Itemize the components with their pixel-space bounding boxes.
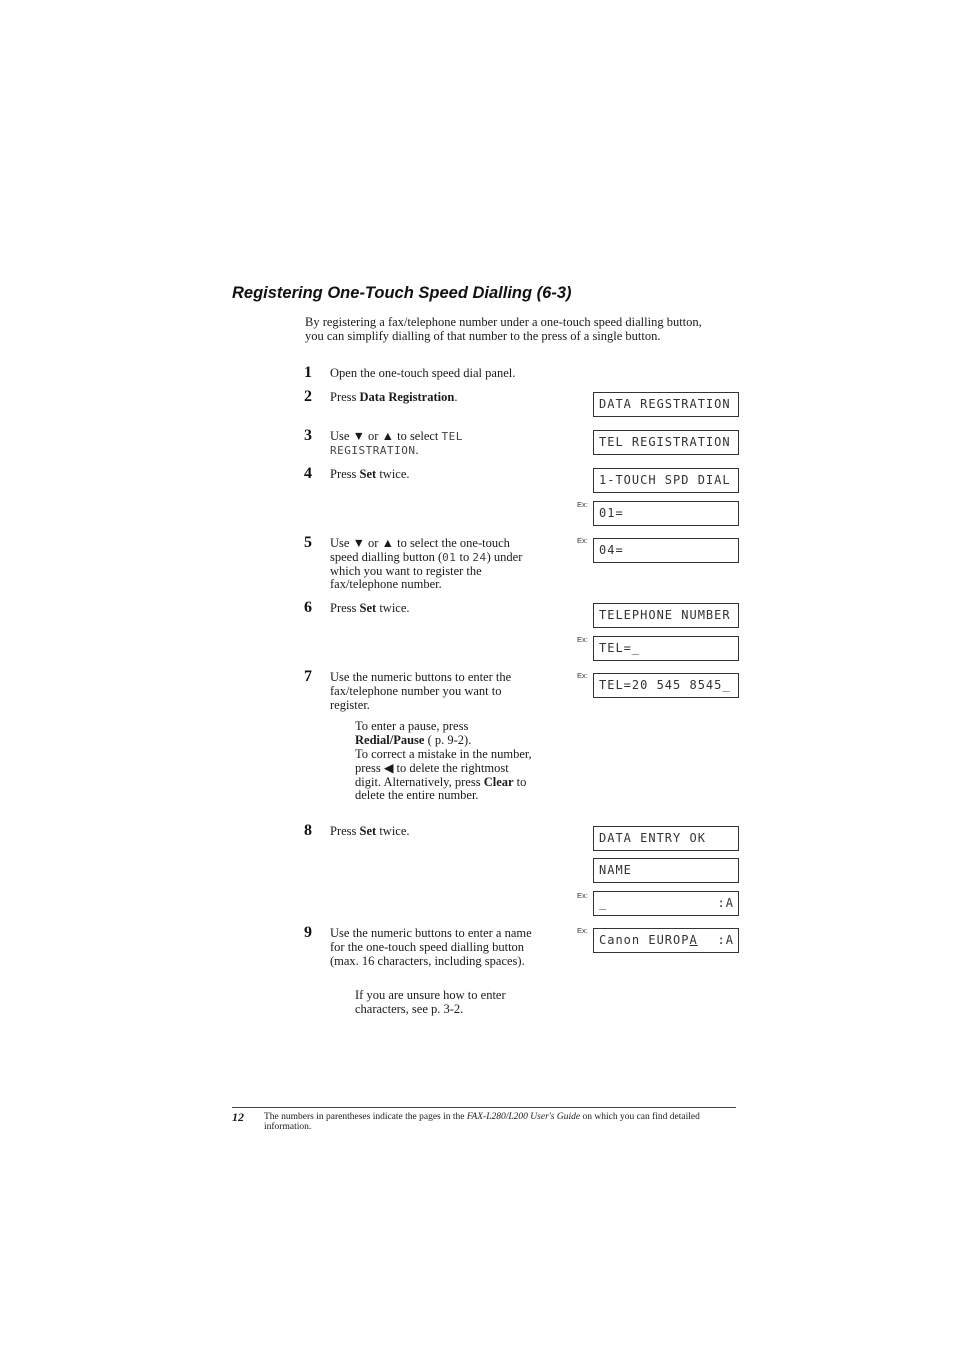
note-text-part: ( p. 9-2). bbox=[424, 732, 472, 747]
lcd-display: 04= bbox=[593, 538, 739, 563]
step-text bbox=[330, 602, 540, 616]
button-name: Data Registration bbox=[359, 390, 455, 404]
example-label: Ex: bbox=[577, 891, 588, 900]
lcd-display bbox=[593, 891, 739, 916]
footnote-part: on which you can find detailed information. bbox=[264, 1112, 700, 1132]
step-text-part: . bbox=[415, 442, 419, 457]
step-text-part: Press bbox=[330, 601, 360, 615]
display-code: TEL REGISTRATION bbox=[330, 430, 463, 457]
lcd-display: DATA ENTRY OK bbox=[593, 826, 739, 851]
lcd-display: 1-TOUCH SPD DIAL bbox=[593, 468, 739, 493]
step-text-part: ) under which you want to register the fax/telephone number. bbox=[330, 549, 523, 592]
footnote bbox=[264, 1112, 738, 1132]
display-code: 24 bbox=[472, 550, 487, 564]
step-text-part: Use ▼ or ▲ to select bbox=[330, 429, 442, 443]
step-note bbox=[355, 720, 535, 748]
lcd-mode-indicator: :A bbox=[717, 896, 734, 910]
step-text-part: . bbox=[454, 390, 458, 404]
page-number: 12 bbox=[232, 1110, 244, 1124]
step-text bbox=[330, 468, 540, 482]
note-text-part: to delete the entire number. bbox=[355, 774, 527, 803]
lcd-cursor-char: A bbox=[689, 933, 698, 947]
step-number: 1 bbox=[304, 364, 312, 381]
lcd-display bbox=[593, 928, 739, 953]
button-name: Redial/Pause bbox=[355, 732, 425, 747]
note-text-part: To correct a mistake in the number, press ◀ to delete the rightmost digit. Alternatively, press bbox=[355, 747, 532, 789]
lcd-text: Canon EUROP bbox=[599, 933, 690, 947]
lcd-display: 01= bbox=[593, 501, 739, 526]
step-text-part: Use ▼ or ▲ to select the one-touch speed dialling button ( bbox=[330, 536, 510, 564]
footer-rule bbox=[232, 1107, 736, 1108]
lcd-display: TEL=20 545 8545_ bbox=[593, 673, 739, 698]
step-text-part: Press bbox=[330, 824, 360, 838]
lcd-mode-indicator: :A bbox=[717, 933, 734, 947]
example-label: Ex: bbox=[577, 500, 588, 509]
step-number: 7 bbox=[304, 668, 312, 685]
step-text-part: twice. bbox=[376, 824, 410, 838]
intro-paragraph: By registering a fax/telephone number under a one-touch speed dialling button, you can simplify dialling of that number to the press of a single button. bbox=[305, 315, 702, 343]
button-name: Clear bbox=[483, 774, 514, 789]
button-name: Set bbox=[359, 601, 377, 615]
example-label: Ex: bbox=[577, 926, 588, 935]
step-number: 4 bbox=[304, 465, 312, 482]
step-text bbox=[330, 430, 540, 458]
lcd-display: TEL=_ bbox=[593, 636, 739, 661]
step-note: If you are unsure how to enter characters, see p. 3-2. bbox=[355, 988, 506, 1016]
lcd-text: _ bbox=[599, 896, 608, 910]
step-text: Open the one-touch speed dial panel. bbox=[330, 366, 516, 380]
step-number: 6 bbox=[304, 599, 312, 616]
step-number: 2 bbox=[304, 388, 312, 405]
footnote-part: The numbers in parentheses indicate the pages in the bbox=[264, 1112, 467, 1122]
step-number: 9 bbox=[304, 924, 312, 941]
lcd-display: DATA REGSTRATION bbox=[593, 392, 739, 417]
step-text-part: twice. bbox=[376, 467, 410, 481]
button-name: Set bbox=[359, 467, 377, 481]
step-number: 8 bbox=[304, 822, 312, 839]
step-text bbox=[330, 537, 540, 592]
guide-title: FAX-L280/L200 User's Guide bbox=[466, 1112, 581, 1122]
lcd-display: TEL REGISTRATION bbox=[593, 430, 739, 455]
lcd-display: NAME bbox=[593, 858, 739, 883]
button-name: Set bbox=[359, 824, 377, 838]
note-text-part: To enter a pause, press bbox=[355, 719, 469, 733]
page-title: Registering One-Touch Speed Dialling (6-3) bbox=[232, 284, 572, 302]
step-number: 3 bbox=[304, 427, 312, 444]
step-note bbox=[355, 748, 535, 803]
step-text-part: to bbox=[456, 549, 473, 564]
example-label: Ex: bbox=[577, 635, 588, 644]
example-label: Ex: bbox=[577, 536, 588, 545]
step-text bbox=[330, 391, 540, 405]
step-text: Use the numeric buttons to enter the fax/telephone number you want to register. bbox=[330, 670, 512, 712]
lcd-display: TELEPHONE NUMBER bbox=[593, 603, 739, 628]
step-text bbox=[330, 825, 540, 839]
step-text-part: Press bbox=[330, 390, 360, 404]
display-code: 01 bbox=[442, 550, 457, 564]
step-number: 5 bbox=[304, 534, 312, 551]
step-text-part: Press bbox=[330, 467, 360, 481]
step-text: Use the numeric buttons to enter a name for the one-touch speed dialling button (max. 16 characters, including spaces). bbox=[330, 926, 532, 968]
example-label: Ex: bbox=[577, 671, 588, 680]
step-text-part: twice. bbox=[376, 601, 410, 615]
